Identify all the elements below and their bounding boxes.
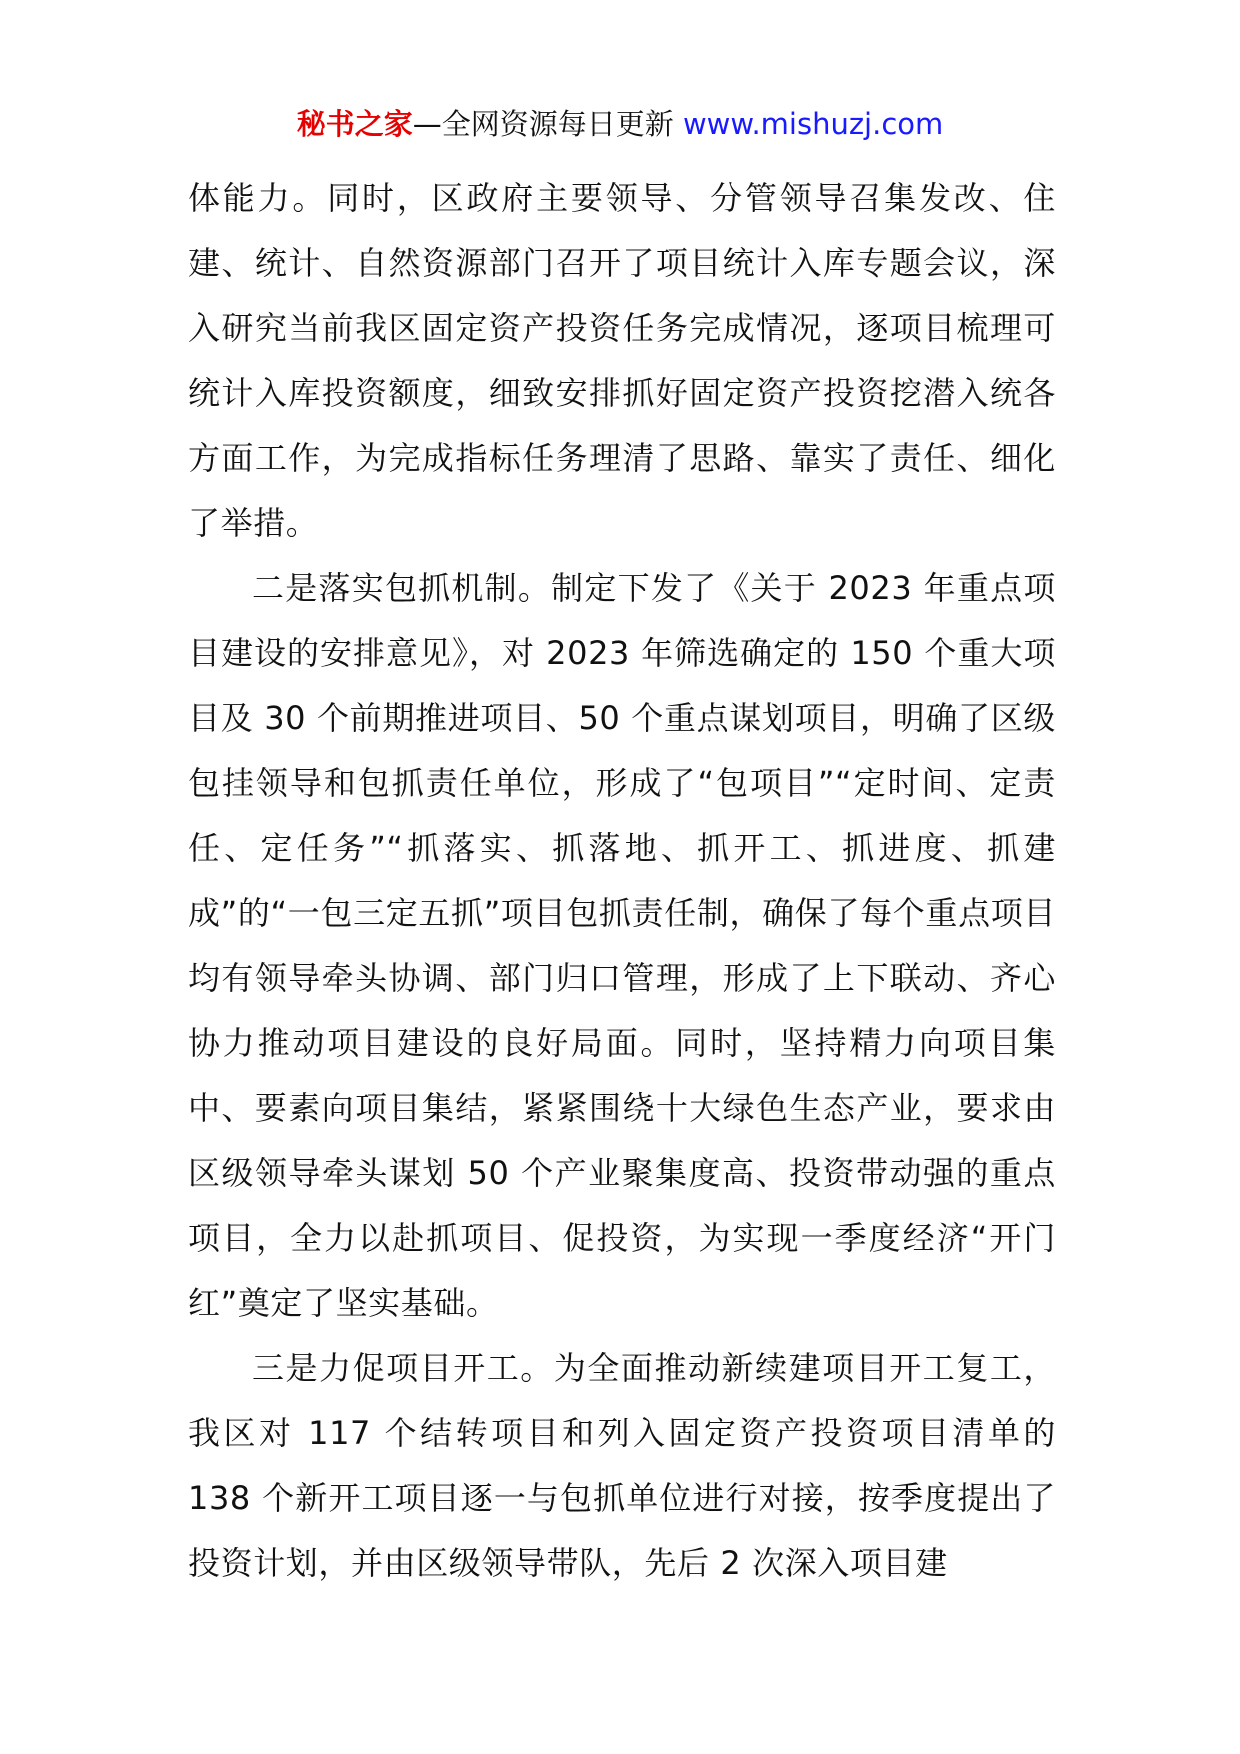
site-url[interactable]: www.mishuzj.com — [682, 107, 944, 141]
header-tagline: —全网资源每日更新 — [412, 107, 683, 141]
brand-name: 秘书之家 — [296, 107, 413, 141]
paragraph-continuation: 体能力。同时，区政府主要领导、分管领导召集发改、住建、统计、自然资源部门召开了项目统计入库专题会议，深入研究当前我区固定资产投资任务完成情况，逐项目梳理可统计入库投资额度，细致安排抓好固定资产投资挖潜入统各方面工作，为完成指标任务理清了思路、靠实了责任、细化了举措。 — [188, 179, 1056, 542]
page-header — [0, 104, 1240, 144]
paragraph-implement-mechanism: 二是落实包抓机制。制定下发了《关于 2023 年重点项目建设的安排意见》，对 2023 年筛选确定的 150 个重大项目及 30 个前期推进项目、50 个重点谋划项目，明确了区级包挂领导和包抓责任单位，形成了“包项目”“定时间、定责任、定任务”“抓落实、抓落地、抓开工、抓进度、抓建成”的“一包三定五抓”项目包抓责任制，确保了每个重点项目均有领导牵头协调、部门归口管理，形成了上下联动、齐心协力推动项目建设的良好局面。同时，坚持精力向项目集中、要素向项目集结，紧紧围绕十大绿色生态产业，要求由区级领导牵头谋划 50 个产业聚集度高、投资带动强的重点项目，全力以赴抓项目、促投资，为实现一季度经济“开门红”奠定了坚实基础。 — [188, 569, 1056, 1322]
paragraph-project-start: 三是力促项目开工。为全面推动新续建项目开工复工，我区对 117 个结转项目和列入固定资产投资项目清单的 138 个新开工项目逐一与包抓单位进行对接，按季度提出了投资计划，并由区级领导带队，先后 2 次深入项目建 — [188, 1349, 1056, 1582]
document-body — [188, 166, 1056, 1596]
